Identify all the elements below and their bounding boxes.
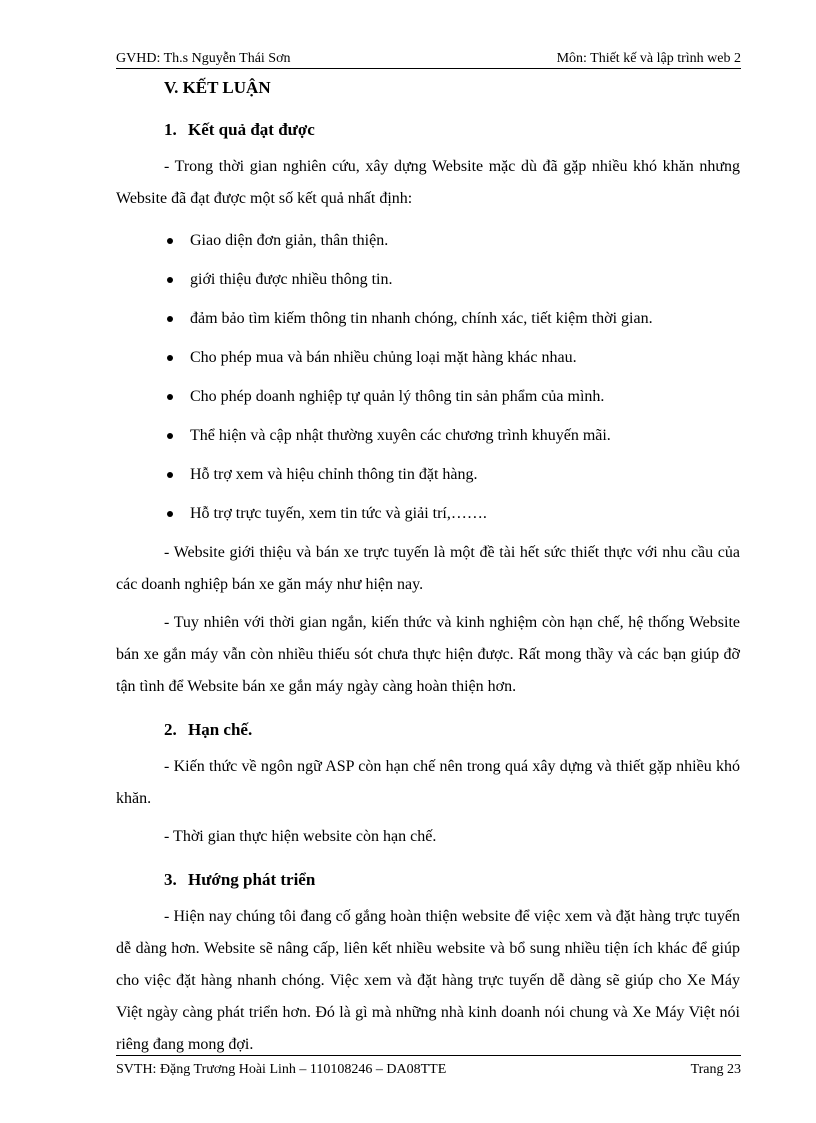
subheading-results (116, 115, 740, 145)
subheading-title: Kết quả đạt được (188, 120, 315, 139)
list-item: đảm bảo tìm kiếm thông tin nhanh chóng, chính xác, tiết kiệm thời gian. (116, 299, 740, 338)
subheading-title: Hạn chế. (188, 720, 253, 739)
list-item: Cho phép doanh nghiệp tự quản lý thông tin sản phẩm của mình. (116, 377, 740, 416)
paragraph-shortcomings: - Tuy nhiên với thời gian ngắn, kiến thức và kinh nghiệm còn hạn chế, hệ thống Website bán xe gắn máy vẫn còn nhiều thiếu sót chưa thực hiện được. Rất mong thầy và các bạn giúp đỡ tận tình để Website bán xe gắn máy ngày càng hoàn thiện hơn. (116, 614, 740, 695)
page-footer (116, 1055, 741, 1080)
section-title: V. KẾT LUẬN (164, 78, 271, 97)
list-item: Hỗ trợ xem và hiệu chỉnh thông tin đặt hàng. (116, 455, 740, 494)
page-header (116, 50, 741, 69)
subheading-number: 1. (164, 120, 177, 139)
list-item: Hỗ trợ trực tuyến, xem tin tức và giải trí,……. (116, 494, 740, 533)
footer-student: SVTH: Đặng Trương Hoài Linh – 110108246 – DA08TTE (116, 1062, 447, 1077)
subheading-title: Hướng phát triển (188, 870, 316, 889)
header-advisor: GVHD: Th.s Nguyễn Thái Sơn (116, 51, 291, 66)
paragraph-topic-relevance: - Website giới thiệu và bán xe trực tuyến là một đề tài hết sức thiết thực với nhu cầu của các doanh nghiệp bán xe găn máy như hiện nay. (116, 544, 740, 593)
list-item: Cho phép mua và bán nhiều chủng loại mặt hàng khác nhau. (116, 338, 740, 377)
document-body (116, 74, 740, 1061)
subheading-limitations (116, 715, 740, 745)
page-number: Trang 23 (690, 1062, 741, 1077)
list-item: Thể hiện và cập nhật thường xuyên các chương trình khuyến mãi. (116, 416, 740, 455)
paragraph-future-direction: - Hiện nay chúng tôi đang cố gắng hoàn thiện website để việc xem và đặt hàng trực tuyến dễ dàng hơn. Website sẽ nâng cấp, liên kết nhiều website và bổ sung nhiều tiện ích khác để giúp cho việc đặt hàng nhanh chóng. Việc xem và đặt hàng trực tuyến dễ dàng sẽ giúp cho Xe Máy Việt ngày càng phát triển hơn. Đó là gì mà những nhà kinh doanh nói chung và Xe Máy Việt nói riêng đang mong đợi. (116, 908, 740, 1053)
list-item: Giao diện đơn giản, thân thiện. (116, 221, 740, 260)
subheading-number: 2. (164, 720, 177, 739)
subheading-number: 3. (164, 870, 177, 889)
paragraph-limitation-time: - Thời gian thực hiện website còn hạn chế. (164, 828, 437, 845)
results-bullet-list (116, 221, 740, 533)
list-item: giới thiệu được nhiều thông tin. (116, 260, 740, 299)
subheading-future-direction (116, 865, 740, 895)
paragraph-limitation-knowledge: - Kiến thức về ngôn ngữ ASP còn hạn chế nên trong quá xây dựng và thiết gặp nhiều khó khăn. (116, 758, 740, 807)
header-course: Môn: Thiết kế và lập trình web 2 (556, 51, 741, 66)
paragraph-results-intro: - Trong thời gian nghiên cứu, xây dựng Website mặc dù đã gặp nhiều khó khăn nhưng Website đã đạt được một số kết quả nhất định: (116, 158, 740, 207)
